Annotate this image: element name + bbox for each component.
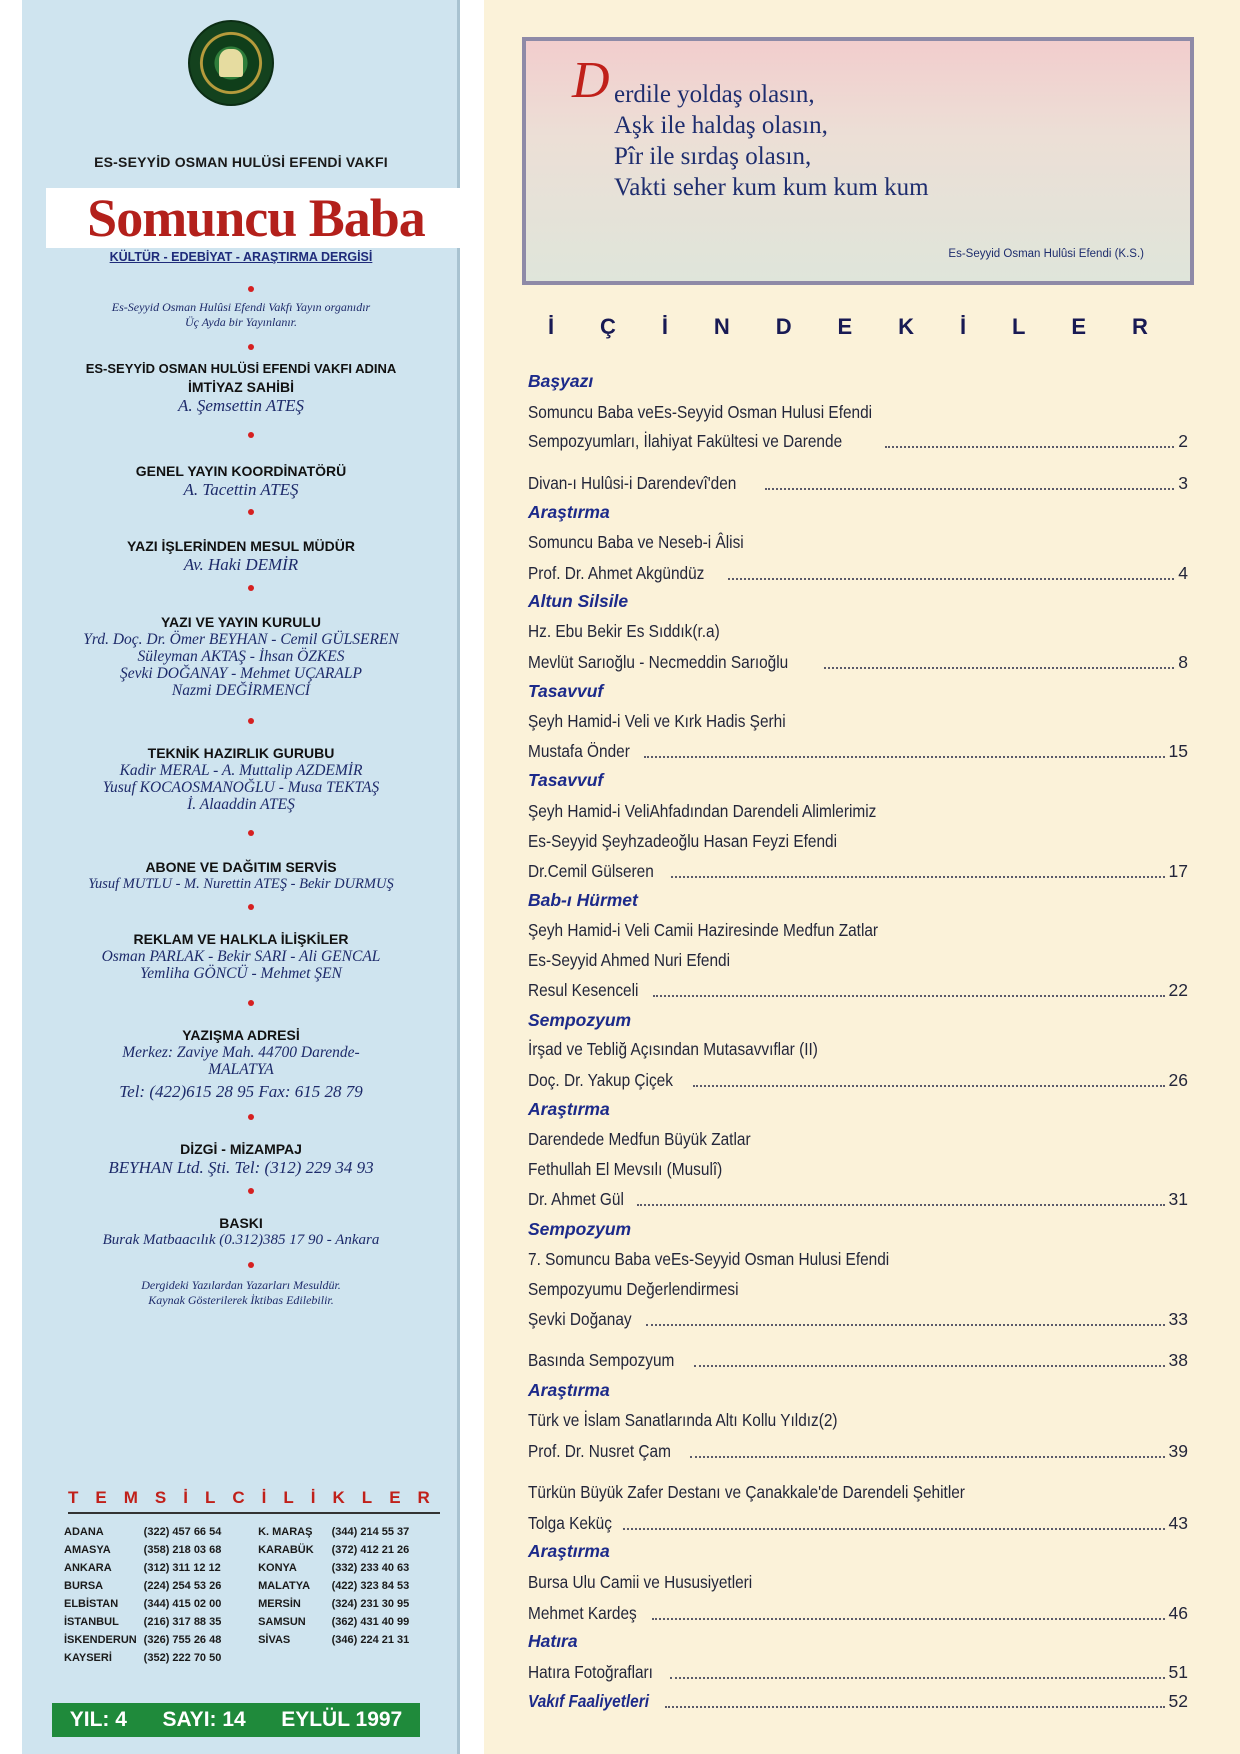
disclaimer: [22, 1278, 460, 1308]
magazine-subtitle: KÜLTÜR - EDEBİYAT - ARAŞTIRMA DERGİSİ: [109, 250, 373, 264]
representatives-title-letter: K: [332, 1488, 345, 1507]
toc-category: Araştırma: [528, 1380, 610, 1400]
representatives-title-letter: L: [283, 1488, 294, 1507]
toc-page: 51: [1168, 1662, 1188, 1682]
toc-page: 15: [1168, 741, 1188, 761]
toc-leader: [637, 1204, 1165, 1206]
toc-entry-text: Hatıra Fotoğrafları: [528, 1662, 653, 1682]
separator-dot: [248, 286, 254, 292]
foundation-name: ES-SEYYİD OSMAN HULÜSİ EFENDİ VAKFI: [94, 154, 388, 170]
separator-dot: [248, 432, 254, 438]
toc-page: 39: [1168, 1441, 1188, 1461]
toc-line: Bursa Ulu Camii ve Hususiyetleri: [528, 1572, 753, 1592]
table-row: [64, 1559, 444, 1577]
representatives-title-letter: İ: [261, 1488, 267, 1507]
rep-city: İSKENDERUN: [64, 1634, 137, 1646]
toc-leader: [652, 1618, 1165, 1620]
address-line: Merkez: Zaviye Mah. 44700 Darende-: [122, 1044, 360, 1061]
rep-city: KONYA: [258, 1562, 297, 1574]
representatives-title-letter: M: [123, 1488, 138, 1507]
separator-dot: [248, 585, 254, 591]
rep-phone: (322) 457 66 54: [143, 1526, 222, 1538]
toc-line: Sempozyumu Değerlendirmesi: [528, 1279, 739, 1299]
toc-entry[interactable]: [528, 1349, 1188, 1371]
toc-line: Şeyh Hamid-i Veli ve Kırk Hadis Şerhi: [528, 711, 786, 731]
technical-line: İ. Alaaddin ATEŞ: [187, 796, 295, 813]
contents-title-letter: R: [1131, 314, 1148, 339]
publication-note: [22, 300, 460, 330]
rep-phone: (324) 231 30 95: [331, 1598, 410, 1610]
toc-line: Es-Seyyid Ahmed Nuri Efendi: [528, 950, 731, 970]
toc-line: Türkün Büyük Zafer Destanı ve Çanakkale'de Darendeli Şehitler: [528, 1482, 965, 1502]
poem-line: Aşk ile haldaş olasın,: [614, 112, 828, 139]
toc-entry-text: Mevlüt Sarıoğlu - Necmeddin Sarıoğlu: [528, 652, 789, 672]
representatives-title-letter: İ: [310, 1488, 316, 1507]
contents-column: [484, 0, 1240, 1754]
rep-city: AMASYA: [64, 1544, 111, 1556]
rep-city: SAMSUN: [258, 1616, 306, 1628]
representatives-title-letter: E: [95, 1488, 107, 1507]
rep-phone: [332, 1649, 444, 1667]
address-line: Tel: (422)615 28 95 Fax: 615 28 79: [119, 1082, 363, 1101]
toc-entry[interactable]: [528, 1512, 1188, 1534]
toc-entry[interactable]: [528, 979, 1188, 1001]
toc-line: Es-Seyyid Şeyhzadeoğlu Hasan Feyzi Efendi: [528, 831, 838, 851]
toc-category: Araştırma: [528, 1099, 610, 1119]
toc-entry[interactable]: [528, 472, 1188, 494]
owner-heading: İMTİYAZ SAHİBİ: [187, 379, 295, 395]
toc-entry-text: Şevki Doğanay: [528, 1309, 632, 1329]
print-line: Burak Matbaacılık (0.312)385 17 90 - Ankara: [102, 1232, 380, 1248]
representatives-title: [68, 1488, 430, 1508]
poem-line: Vakti seher kum kum kum kum: [614, 174, 929, 201]
representatives-title-letter: R: [417, 1488, 430, 1507]
representatives-title-letter: İ: [183, 1488, 188, 1507]
toc-leader: [693, 1085, 1165, 1087]
toc-page: 4: [1178, 563, 1188, 583]
toc-line: Türk ve İslam Sanatlarında Altı Kollu Yıldız(2): [528, 1410, 838, 1430]
rep-city: K. MARAŞ: [258, 1526, 313, 1538]
toc-category: Tasavvuf: [528, 681, 604, 701]
rep-city: SİVAS: [258, 1634, 291, 1646]
toc-page: 43: [1168, 1513, 1188, 1533]
rep-city: MERSİN: [258, 1598, 301, 1610]
toc-category: Tasavvuf: [528, 770, 604, 790]
poem-line: Pîr ile sırdaş olasın,: [614, 143, 812, 170]
address-heading: YAZIŞMA ADRESİ: [182, 1027, 300, 1043]
toc-entry-text: Prof. Dr. Ahmet Akgündüz: [528, 563, 705, 583]
toc-category: Araştırma: [528, 1541, 610, 1561]
editor-block: [22, 537, 460, 574]
issue-date: EYLÜL 1997: [281, 1708, 403, 1731]
table-row: [64, 1631, 444, 1649]
contents-title-letter: D: [775, 314, 792, 339]
representatives-title-letter: S: [154, 1488, 167, 1507]
advertising-block: [22, 930, 460, 982]
rep-city: MALATYA: [258, 1580, 311, 1592]
poem-box: [522, 37, 1194, 285]
toc-entry-text: Tolga Keküç: [528, 1513, 612, 1533]
publication-note-line: Üç Ayda bir Yayınlanır.: [184, 315, 297, 329]
toc-entry[interactable]: [528, 1690, 1188, 1712]
toc-entry[interactable]: [528, 740, 1188, 762]
toc-line: Darendede Medfun Büyük Zatlar: [528, 1129, 751, 1149]
rep-phone: (312) 311 12 12: [143, 1562, 221, 1574]
separator-dot: [248, 904, 254, 910]
rep-phone: (422) 323 84 53: [331, 1580, 410, 1592]
subscription-block: [22, 858, 460, 893]
masthead: [46, 188, 466, 248]
rep-phone: (362) 431 40 99: [331, 1616, 410, 1628]
separator-dot: [248, 1000, 254, 1006]
technical-block: [22, 744, 460, 813]
address-line: MALATYA: [208, 1061, 274, 1078]
imprint-column: [22, 0, 460, 1754]
toc-entry-text: Mustafa Önder: [528, 741, 630, 761]
layout-heading: DİZGİ - MİZAMPAJ: [180, 1141, 302, 1157]
disclaimer-line: Kaynak Gösterilerek İktibas Edilebilir.: [148, 1293, 334, 1307]
poem-drop-letter: D: [572, 52, 610, 109]
toc-leader: [644, 756, 1165, 758]
toc-page: 22: [1168, 980, 1188, 1000]
representatives-divider: [68, 1512, 440, 1514]
toc-page: 17: [1168, 861, 1188, 881]
toc-category: Başyazı: [528, 371, 594, 391]
coordinator-name: A. Tacettin ATEŞ: [183, 480, 299, 499]
toc-entry[interactable]: [528, 1602, 1188, 1624]
toc-leader: [653, 995, 1164, 997]
toc-page: 52: [1168, 1691, 1188, 1711]
board-line: Yrd. Doç. Dr. Ömer BEYHAN - Cemil GÜLSEREN: [83, 631, 399, 648]
toc-leader: [728, 578, 1174, 580]
layout-block: [22, 1140, 460, 1177]
representatives-table: [64, 1523, 444, 1667]
contents-title-letter: İ: [959, 314, 967, 339]
owner-name: A. Şemsettin ATEŞ: [177, 396, 305, 415]
poem-author: Es-Seyyid Osman Hulûsi Efendi (K.S.): [948, 248, 1144, 260]
separator-dot: [248, 1114, 254, 1120]
toc-category: Hatıra: [528, 1631, 578, 1651]
toc-entry[interactable]: [528, 1308, 1188, 1330]
toc-entry-text: Mehmet Kardeş: [528, 1603, 637, 1623]
toc-entry[interactable]: [528, 1661, 1188, 1683]
rep-city: ELBİSTAN: [64, 1598, 119, 1610]
publication-note-line: Es-Seyyid Osman Hulûsi Efendi Vakfı Yayın organıdır: [111, 300, 371, 314]
toc-page: 46: [1168, 1603, 1188, 1623]
rep-city: ADANA: [64, 1526, 104, 1538]
separator-dot: [248, 830, 254, 836]
owner-block: [22, 360, 460, 415]
toc-line: Şeyh Hamid-i Veli Camii Haziresinde Medfun Zatlar: [528, 920, 879, 940]
rep-phone: (344) 214 55 37: [331, 1526, 410, 1538]
issue-number: SAYI: 14: [162, 1708, 246, 1731]
toc-leader: [885, 446, 1174, 448]
toc-category: Bab-ı Hürmet: [528, 890, 638, 910]
toc-entry[interactable]: [528, 1188, 1188, 1210]
toc-leader: [690, 1456, 1164, 1458]
advertising-heading: REKLAM VE HALKLA İLİŞKİLER: [133, 931, 349, 947]
foundation-logo: [188, 20, 274, 106]
issue-footer: [52, 1703, 420, 1737]
toc-page: 26: [1168, 1070, 1188, 1090]
toc-entry[interactable]: [528, 651, 1188, 673]
subscription-line: Yusuf MUTLU - M. Nurettin ATEŞ - Bekir DURMUŞ: [88, 876, 394, 892]
address-block: [22, 1026, 460, 1101]
advertising-line: Osman PARLAK - Bekir SARI - Ali GENCAL: [101, 948, 381, 965]
print-heading: BASKI: [219, 1215, 263, 1231]
toc-page: 3: [1178, 473, 1188, 493]
contents-title-letter: Ç: [600, 314, 616, 339]
toc-line: Somuncu Baba veEs-Seyyid Osman Hulusi Efendi: [528, 402, 873, 422]
representatives-title-letter: L: [361, 1488, 373, 1507]
toc-category: Sempozyum: [528, 1219, 632, 1239]
separator-dot: [248, 1262, 254, 1268]
rep-city: KAYSERİ: [64, 1652, 112, 1664]
toc-entry[interactable]: [528, 430, 1188, 452]
layout-line: BEYHAN Ltd. Şti. Tel: (312) 229 34 93: [108, 1158, 374, 1177]
poem-text: [572, 52, 929, 203]
rep-city: [258, 1649, 332, 1667]
toc-entry-text: Sempozyumları, İlahiyat Fakültesi ve Darende: [528, 431, 843, 451]
rep-phone: (352) 222 70 50: [143, 1652, 222, 1664]
contents-title-letter: N: [713, 314, 730, 339]
toc-line: Şeyh Hamid-i VeliAhfadından Darendeli Alimlerimiz: [528, 801, 877, 821]
table-row: [64, 1541, 444, 1559]
representatives-title-letter: E: [389, 1488, 401, 1507]
toc-entry-text: Dr.Cemil Gülseren: [528, 861, 654, 881]
disclaimer-line: Dergideki Yazılardan Yazarları Mesuldür.: [141, 1278, 341, 1292]
toc-entry[interactable]: [528, 1440, 1188, 1462]
table-row: [64, 1523, 444, 1541]
advertising-line: Yemliha GÖNCÜ - Mehmet ŞEN: [140, 965, 342, 982]
toc-category: Sempozyum: [528, 1010, 632, 1030]
toc-page: 31: [1168, 1189, 1188, 1209]
separator-dot: [248, 509, 254, 515]
toc-entry-text: Dr. Ahmet Gül: [528, 1189, 624, 1209]
toc-leader: [623, 1528, 1164, 1530]
toc-leader: [670, 1677, 1165, 1679]
table-row: [64, 1649, 444, 1667]
board-line: Süleyman AKTAŞ - İhsan ÖZKES: [137, 648, 345, 665]
toc-entry-text: Divan-ı Hulûsi-i Darendevî'den: [528, 473, 737, 493]
toc-leader: [765, 488, 1174, 490]
representatives-title-letter: T: [68, 1488, 79, 1507]
coordinator-block: [22, 462, 460, 499]
board-line: Nazmi DEĞİRMENCİ: [171, 682, 311, 699]
contents-title-letter: İ: [548, 314, 555, 339]
representatives-title-letter: C: [232, 1488, 245, 1507]
rep-phone: (224) 254 53 26: [143, 1580, 222, 1592]
contents-title: [548, 314, 1148, 340]
toc-line: 7. Somuncu Baba veEs-Seyyid Osman Hulusi Efendi: [528, 1249, 890, 1269]
toc-category: Araştırma: [528, 502, 610, 522]
contents-title-letter: K: [898, 314, 915, 339]
separator-dot: [248, 1188, 254, 1194]
coordinator-heading: GENEL YAYIN KOORDİNATÖRÜ: [135, 463, 347, 479]
toc-entry[interactable]: [528, 860, 1188, 882]
toc-leader: [665, 1706, 1164, 1708]
table-row: [64, 1613, 444, 1631]
board-block: [22, 613, 460, 699]
toc-entry-text: Basında Sempozyum: [528, 1350, 675, 1370]
rep-city: KARABÜK: [258, 1544, 314, 1556]
board-heading: YAZI VE YAYIN KURULU: [160, 614, 321, 630]
rep-phone: (326) 755 26 48: [143, 1634, 222, 1646]
board-line: Şevki DOĞANAY - Mehmet UÇARALP: [120, 665, 362, 682]
rep-phone: (332) 233 40 63: [331, 1562, 410, 1574]
rep-phone: (216) 317 88 35: [143, 1616, 222, 1628]
toc-leader: [694, 1365, 1164, 1367]
contents-title-letter: E: [837, 314, 853, 339]
toc-entry-text: Vakıf Faaliyetleri: [528, 1691, 649, 1711]
toc-page: 33: [1168, 1309, 1188, 1329]
toc-entry[interactable]: [528, 1069, 1188, 1091]
toc-line: Hz. Ebu Bekir Es Sıddık(r.a): [528, 621, 720, 641]
contents-title-letter: E: [1071, 314, 1087, 339]
poem-line: erdile yoldaş olasın,: [614, 81, 815, 108]
rep-phone: (358) 218 03 68: [143, 1544, 222, 1556]
separator-dot: [248, 718, 254, 724]
toc-category: Altun Silsile: [528, 591, 629, 611]
toc-entry-text: Resul Kesenceli: [528, 980, 639, 1000]
toc-page: 2: [1178, 431, 1188, 451]
toc-line: Fethullah El Mevsılı (Musulî): [528, 1159, 723, 1179]
editor-heading: YAZI İŞLERİNDEN MESUL MÜDÜR: [127, 538, 355, 554]
toc-entry-text: Prof. Dr. Nusret Çam: [528, 1441, 671, 1461]
toc-line: İrşad ve Tebliğ Açısından Mutasavvıflar (II): [528, 1039, 818, 1059]
table-row: [64, 1577, 444, 1595]
table-row: [64, 1595, 444, 1613]
contents-title-letter: L: [1012, 314, 1026, 339]
representatives-title-letter: L: [204, 1488, 216, 1507]
technical-line: Yusuf KOCAOSMANOĞLU - Musa TEKTAŞ: [102, 779, 380, 796]
rep-city: ANKARA: [64, 1562, 112, 1574]
toc-leader: [671, 876, 1165, 878]
subscription-heading: ABONE VE DAĞITIM SERVİS: [145, 859, 337, 875]
logo-emblem-icon: [219, 49, 243, 77]
print-block: [22, 1214, 460, 1249]
rep-city: BURSA: [64, 1580, 104, 1592]
owner-heading: ES-SEYYİD OSMAN HULÜSİ EFENDİ VAKFI ADINA: [85, 361, 397, 376]
technical-line: Kadir MERAL - A. Muttalip AZDEMİR: [119, 762, 363, 779]
toc-page: 8: [1178, 652, 1188, 672]
rep-phone: (344) 415 02 00: [143, 1598, 222, 1610]
toc-line: Somuncu Baba ve Neseb-i Âlisi: [528, 532, 744, 552]
toc-entry-text: Doç. Dr. Yakup Çiçek: [528, 1070, 673, 1090]
rep-city: İSTANBUL: [64, 1616, 119, 1628]
toc-page: 38: [1168, 1350, 1188, 1370]
editor-name: Av. Haki DEMİR: [183, 555, 299, 574]
magazine-title: Somuncu Baba: [87, 188, 425, 248]
rep-phone: (346) 224 21 31: [331, 1634, 410, 1646]
issue-year: YIL: 4: [69, 1708, 127, 1731]
technical-heading: TEKNİK HAZIRLIK GURUBU: [147, 745, 335, 761]
toc-leader: [824, 667, 1175, 669]
toc-leader: [646, 1324, 1165, 1326]
contents-title-letter: İ: [661, 314, 668, 339]
rep-phone: (372) 412 21 26: [331, 1544, 410, 1556]
separator-dot: [248, 344, 254, 350]
toc-entry[interactable]: [528, 562, 1188, 584]
